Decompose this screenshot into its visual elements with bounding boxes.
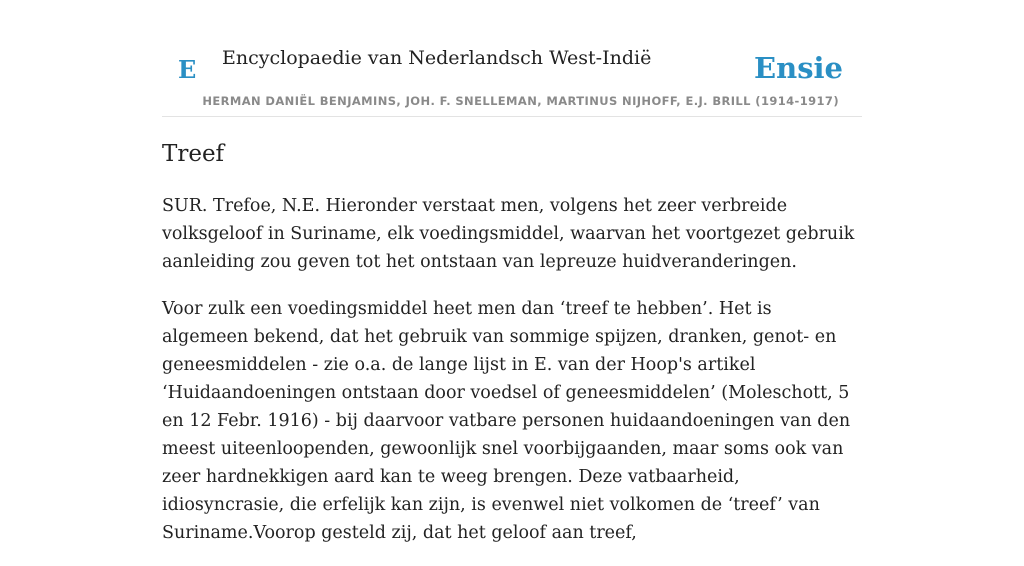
article-body [162,192,862,547]
article-title: Treef [162,141,225,167]
article-paragraph-1: SUR. Trefoe, N.E. Hieronder verstaat men, volgens het zeer verbreide volksgeloof in Suriname, elk voedingsmiddel, waarvan het voortgezet gebruik aanleiding zou geven tot het ontstaan van lepreuze huidveranderingen. [162,196,855,272]
book-letter-icon[interactable]: E [178,55,197,84]
book-authors: HERMAN DANIËL BENJAMINS, JOH. F. SNELLEMAN, MARTINUS NIJHOFF, E.J. BRILL (1914-1917) [202,94,839,108]
article-paragraph-2: Voor zulk een voedingsmiddel heet men dan ‘treef te hebben’. Het is algemeen bekend, dat het gebruik van sommige spijzen, dranken, genot- en geneesmiddelen - zie o.a. de lange lijst in E. van der Hoop's artikel ‘Huidaandoeningen ontstaan door voedsel of geneesmiddelen’ (Moleschott, 5 en 12 Febr. 1916) - bij daarvoor vatbare personen huidaandoeningen van den meest uiteenloopenden, gewoonlijk snel voorbijgaanden, maar soms ook van zeer hardnekkigen aard kan te weeg brengen. Deze vatbaarheid, idiosyncrasie, die erfelijk kan zijn, is evenwel niet volkomen de ‘treef’ van Suriname.Voorop gesteld zij, dat het geloof aan treef, [162,299,851,543]
book-title-link[interactable]: Encyclopaedie van Nederlandsch West-Indië [222,47,652,69]
ensie-logo-link[interactable]: Ensie [754,51,843,85]
article [162,138,862,566]
page-header [162,0,862,117]
